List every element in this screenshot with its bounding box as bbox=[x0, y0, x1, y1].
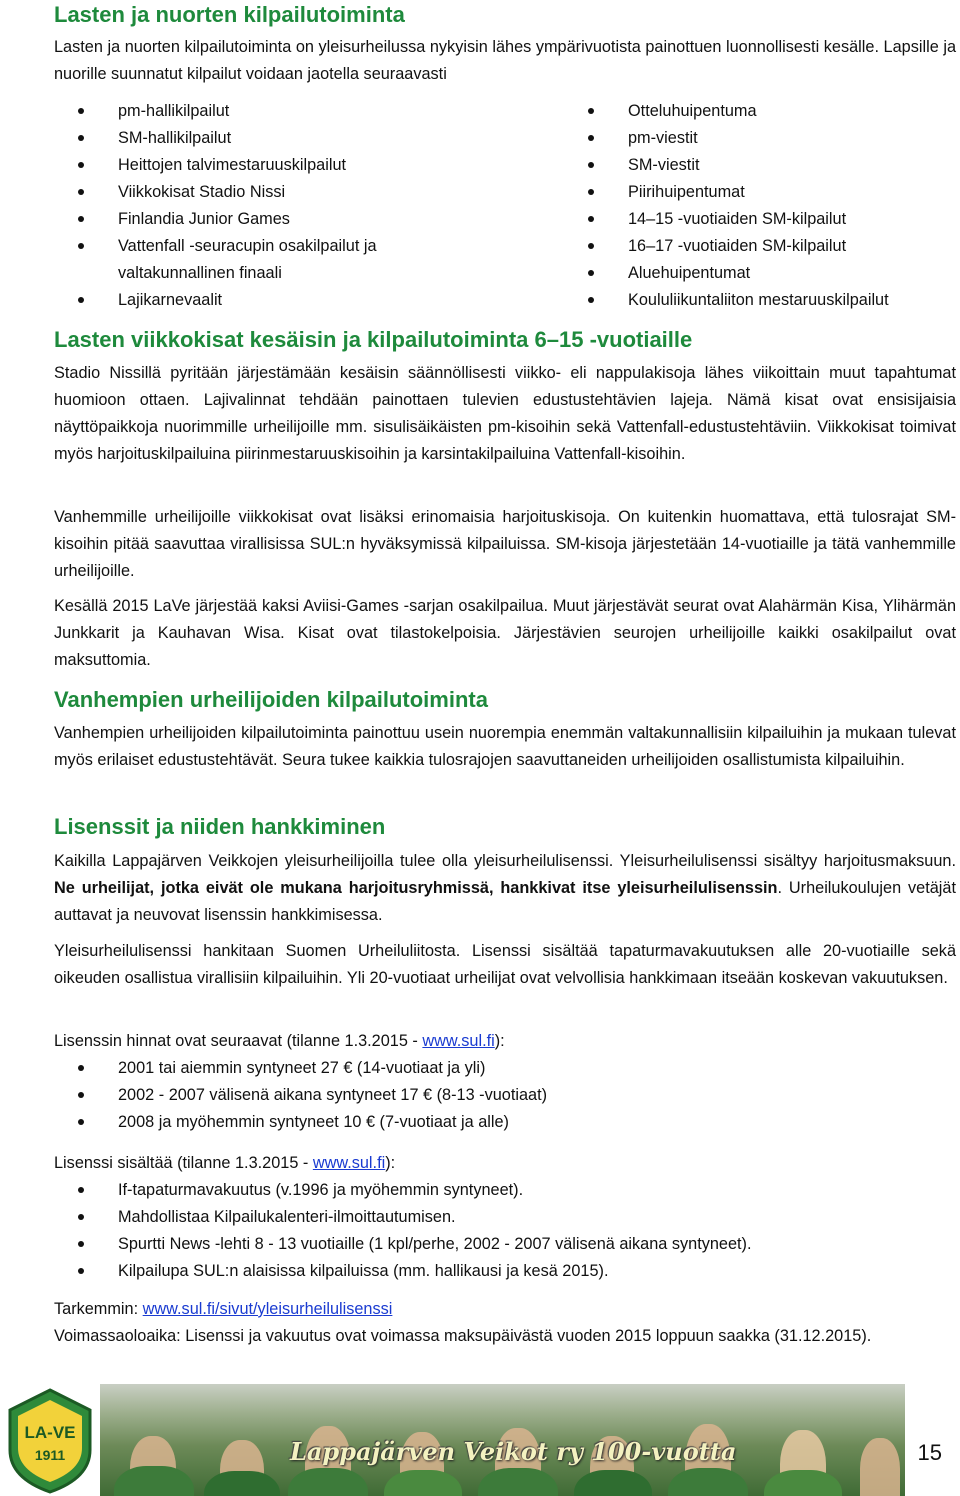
prices-intro-end: ): bbox=[494, 1032, 505, 1050]
license-text-a: Kaikilla Lappajärven Veikkojen yleisurheilijoilla tulee olla yleisurheilulisenssi. Yleisurheilulisenssi sisältyy harjoitusmaksuun. bbox=[54, 852, 956, 870]
centenary-banner-text: Lappajärven Veikot ry 100-vuotta bbox=[290, 1437, 737, 1466]
includes-list bbox=[54, 1177, 934, 1285]
license-text-c: . Urheilukoulujen vetäjät auttavat ja neuvovat lisenssin hankkimisessa. bbox=[54, 879, 956, 924]
logo-year: 1911 bbox=[34, 1447, 66, 1463]
list_right-item: pm-viestit bbox=[564, 125, 960, 152]
list_left-item: Lajikarnevaalit bbox=[54, 287, 474, 314]
weekly-paragraph-1: Stadio Nissillä pyritään järjestämään kesäisin säännöllisesti viikko- eli nappulakisoja lähes viikoittain muut tapahtumat huomioon ottaen. Lajivalinnat tehdään painottaen tulevien edustustehtävien lajeja. Nämä kisat ovat ensisijaisia näyttöpaikkoja nuorimmille urheilijoille mm. sisulisäikäisten pm-kisoihin sekä Vattenfall-edustustehtäviin. Viikkokisat toimivat myös harjoituskilpailuina piirinmestaruuskisoihin ja karsintakilpailuina Vattenfall-kisoihin. bbox=[54, 364, 956, 463]
list_left-item: Vattenfall -seuracupin osakilpailut ja valtakunnallinen finaali bbox=[54, 233, 474, 287]
license-paragraph-2: Yleisurheilulisenssi hankitaan Suomen Urheiluliitosta. Lisenssi sisältää tapaturmavakuutuksen alle 20-vuotiaille sekä oikeuden osallistua virallisiin kilpailuihin. Yli 20-vuotiaat urheilijat ovat velvollisia hankkimaan itseään koskevan vakuutuksen. bbox=[54, 942, 956, 987]
intro-paragraph: Lasten ja nuorten kilpailutoiminta on yleisurheilussa nykyisin lähes ympärivuotista painottuen luonnollisesti kesälle. Lapsille ja nuorille suunnatut kilpailut voidaan jaotella seuraavasti bbox=[54, 38, 956, 83]
heading-youth-competitions: Lasten ja nuorten kilpailutoiminta bbox=[54, 2, 405, 27]
includes-intro-end: ): bbox=[385, 1154, 396, 1172]
prices-item: 2002 - 2007 välisenä aikana syntyneet 17 € (8-13 -vuotiaat) bbox=[54, 1082, 934, 1109]
list_right-item: Piirihuipentumat bbox=[564, 179, 960, 206]
includes-item: Kilpailupa SUL:n alaisissa kilpailuissa (mm. hallikausi ja kesä 2015). bbox=[54, 1258, 934, 1285]
competition-list-right bbox=[564, 98, 960, 314]
validity-paragraph: Voimassaoloaika: Lisenssi ja vakuutus ovat voimassa maksupäivästä vuoden 2015 loppuun saakka (31.12.2015). bbox=[54, 1327, 872, 1345]
list_right-item: Aluehuipentumat bbox=[564, 260, 960, 287]
license-text-bold: Ne urheilijat, jotka eivät ole mukana harjoitusryhmissä, hankkivat itse yleisurheilulisenssin bbox=[54, 879, 778, 897]
prices-item: 2001 tai aiemmin syntyneet 27 € (14-vuotiaat ja yli) bbox=[54, 1055, 934, 1082]
heading-weekly-competitions: Lasten viikkokisat kesäisin ja kilpailutoiminta 6–15 -vuotiaille bbox=[54, 327, 693, 352]
list_right-item: Otteluhuipentuma bbox=[564, 98, 960, 125]
license-paragraph-1 bbox=[54, 848, 956, 929]
more-info bbox=[54, 1296, 956, 1323]
more-info-label: Tarkemmin: bbox=[54, 1300, 143, 1318]
footer-banner bbox=[0, 1374, 960, 1496]
sul-link-includes[interactable]: www.sul.fi bbox=[312, 1154, 386, 1172]
competition-list-left bbox=[54, 98, 474, 314]
list_left-item: SM-hallikilpailut bbox=[54, 125, 474, 152]
includes-item: If-tapaturmavakuutus (v.1996 ja myöhemmin syntyneet). bbox=[54, 1177, 934, 1204]
list_left-item: Viikkokisat Stadio Nissi bbox=[54, 179, 474, 206]
prices-intro bbox=[54, 1028, 956, 1055]
list_right-item: SM-viestit bbox=[564, 152, 960, 179]
list_left-item: Finlandia Junior Games bbox=[54, 206, 474, 233]
prices-item: 2008 ja myöhemmin syntyneet 10 € (7-vuotiaat ja alle) bbox=[54, 1109, 934, 1136]
includes-intro bbox=[54, 1150, 956, 1177]
senior-paragraph: Vanhempien urheilijoiden kilpailutoiminta painottuu usein nuorempia enemmän valtakunnallisiin kilpailuihin ja mukaan tulevat myös erilaiset edustustehtävät. Seura tukee kaikkia tulosrajojen saavuttaneiden urheilijoiden osallistumista kilpailuihin. bbox=[54, 724, 956, 769]
list_right-item: 14–15 -vuotiaiden SM-kilpailut bbox=[564, 206, 960, 233]
weekly-paragraph-3: Kesällä 2015 LaVe järjestää kaksi Aviisi-Games -sarjan osakilpailua. Muut järjestävät seurat ovat Alahärmän Kisa, Ylihärmän Junkkarit ja Kauhavan Wisa. Kisat ovat tilastokelpoisia. Järjestävien seurojen urheilijoille kaikki osakilpailut ovat maksuttomia. bbox=[54, 597, 956, 669]
logo-text: LA-VE bbox=[24, 1423, 76, 1442]
includes-item: Mahdollistaa Kilpailukalenteri-ilmoittautumisen. bbox=[54, 1204, 934, 1231]
heading-senior-competitions: Vanhempien urheilijoiden kilpailutoiminta bbox=[54, 687, 488, 712]
list_right-item: Koululiikuntaliiton mestaruuskilpailut bbox=[564, 287, 960, 314]
includes-item: Spurtti News -lehti 8 - 13 vuotiaille (1 kpl/perhe, 2002 - 2007 välisenä aikana syntyneet). bbox=[54, 1231, 934, 1258]
includes-intro-text: Lisenssi sisältää (tilanne 1.3.2015 - bbox=[54, 1154, 313, 1172]
weekly-paragraph-2: Vanhemmille urheilijoille viikkokisat ovat lisäksi erinomaisia harjoituskisoja. On kuitenkin huomattava, että tulosrajat SM-kisoihin pitää saavuttaa virallisissa SUL:n hyväksymissä kilpailuissa. SM-kisoja järjestetään 14-vuotiaille ja tätä vanhemmille urheilijoille. bbox=[54, 508, 956, 580]
prices-intro-text: Lisenssin hinnat ovat seuraavat (tilanne 1.3.2015 - bbox=[54, 1032, 423, 1050]
list_left-item: Heittojen talvimestaruuskilpailut bbox=[54, 152, 474, 179]
list_left-item: pm-hallikilpailut bbox=[54, 98, 474, 125]
heading-licenses: Lisenssit ja niiden hankkiminen bbox=[54, 814, 386, 839]
list_right-item: 16–17 -vuotiaiden SM-kilpailut bbox=[564, 233, 960, 260]
price-list bbox=[54, 1055, 934, 1136]
club-logo-icon bbox=[4, 1386, 96, 1496]
sul-license-link[interactable]: www.sul.fi/sivut/yleisurheilulisenssi bbox=[142, 1300, 393, 1318]
sul-link-prices[interactable]: www.sul.fi bbox=[422, 1032, 495, 1050]
page-number: 15 bbox=[917, 1440, 942, 1465]
